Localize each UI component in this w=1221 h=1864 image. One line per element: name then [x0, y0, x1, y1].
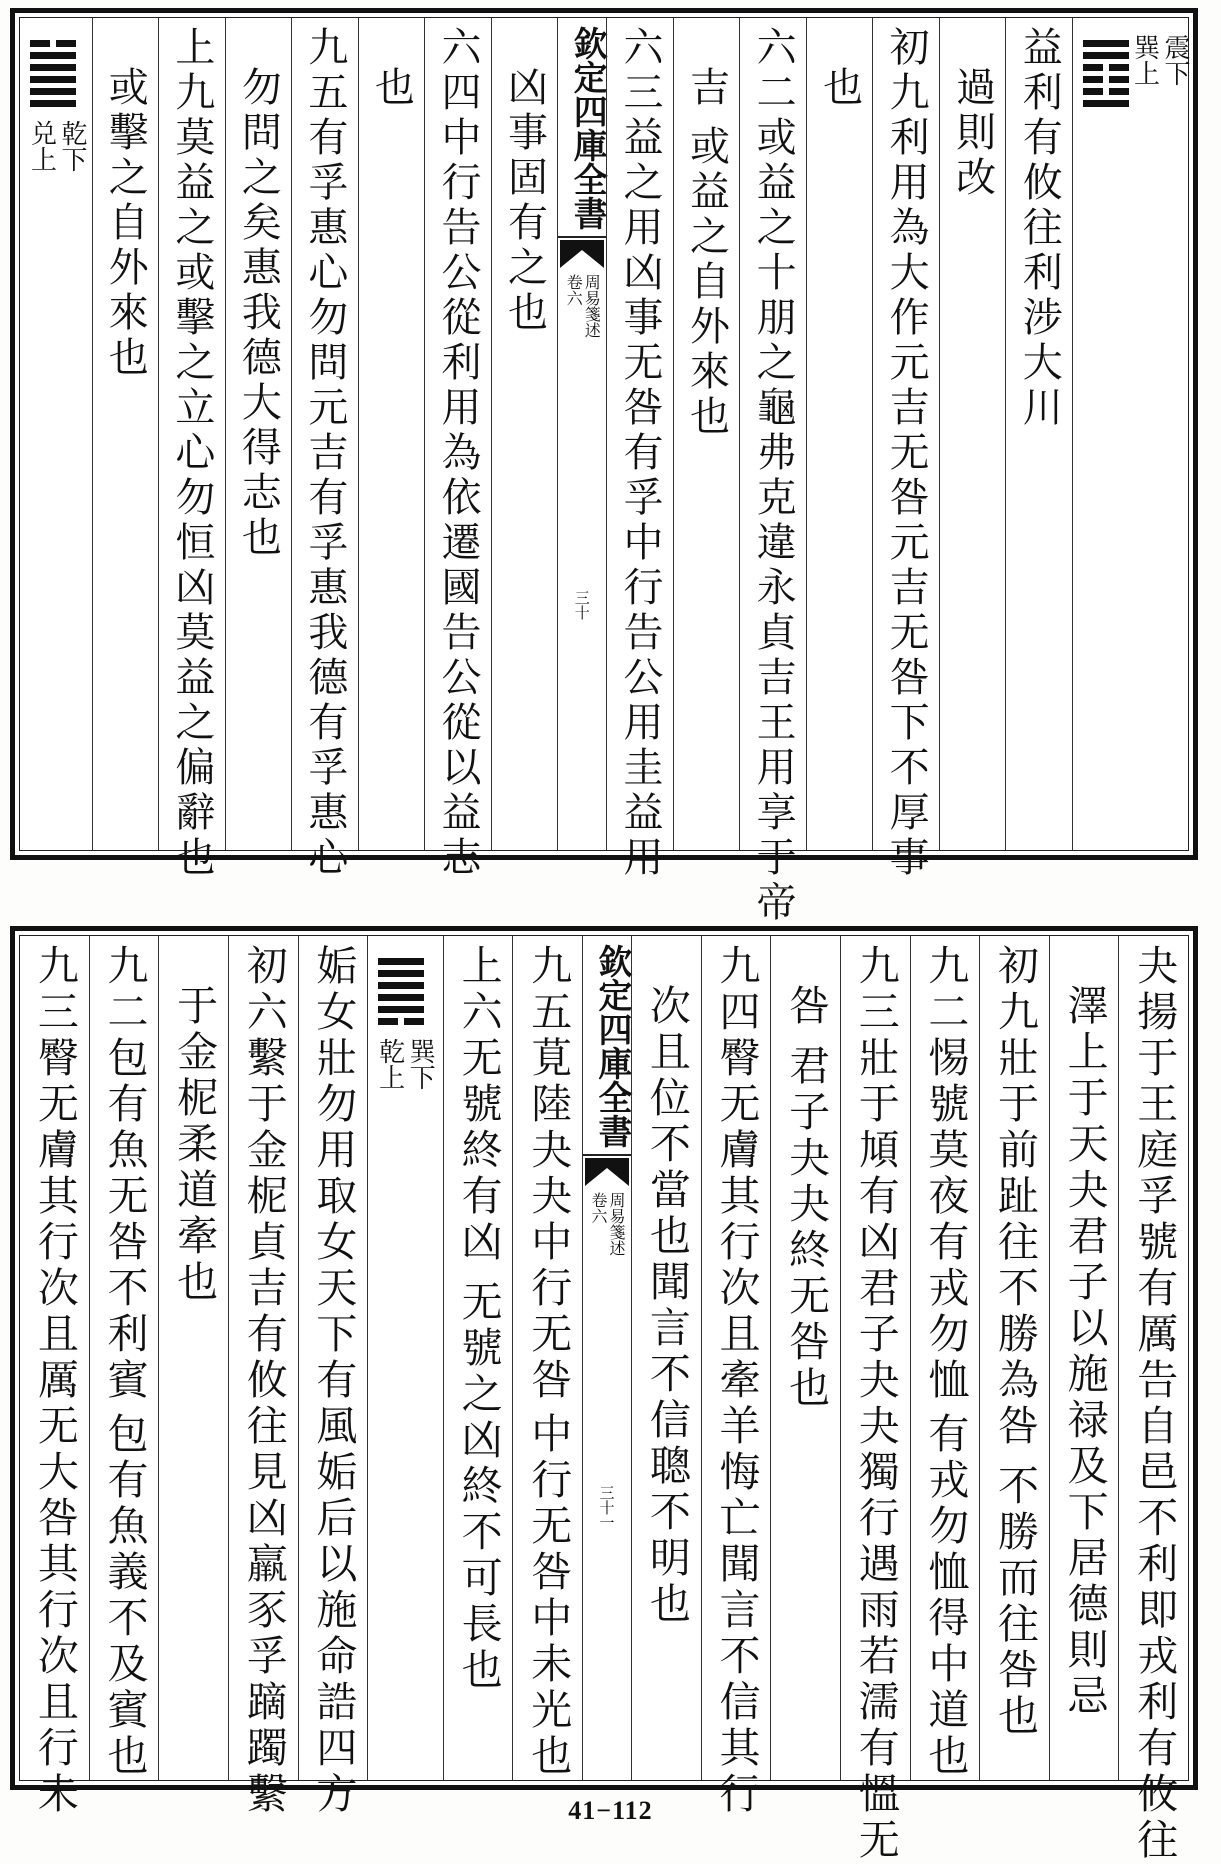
bottom-center-margin — [582, 936, 631, 1780]
text-column: 上九莫益之或擊之立心勿恒凶 — [168, 26, 215, 611]
text-column: 天下有風姤后以施命誥四方 — [309, 1266, 358, 1818]
text-column: 有孚惠心 — [301, 701, 348, 881]
text-column: 九三壯于頄有凶君子夬夬獨行遇雨若濡有慍无 — [851, 944, 900, 1864]
text-column: 九三臀无膚其行次且厲无大咎 — [30, 944, 79, 1542]
page-number: 三十 — [572, 590, 591, 620]
top-col-2 — [939, 18, 1006, 850]
top-col-6 — [673, 18, 740, 850]
text-column: 六二或益之十朋之龜弗克違永貞吉王用享于帝 — [750, 26, 797, 926]
text-column: 九二惕號莫夜有戎勿恤 — [921, 944, 970, 1404]
bottom-col-16 — [20, 936, 89, 1818]
text-column: 其行次且行未 — [30, 1542, 79, 1818]
top-col-1 — [1072, 18, 1188, 850]
text-column: 勿問之矣惠我德大得志也 — [235, 66, 282, 561]
book-title: 欽定四庫全書 — [583, 944, 631, 1156]
bottom-col-13 — [228, 936, 298, 1818]
text-column: 六三益之用凶事无咎有孚中行告公用圭 — [617, 26, 664, 791]
top-center-margin — [557, 18, 606, 850]
top-col-4 — [806, 18, 873, 850]
text-column: 其行 — [712, 1726, 761, 1818]
book-subtitle: 周易箋述 卷六 — [564, 274, 602, 338]
bottom-col-6 — [770, 936, 840, 1780]
top-col-11 — [291, 18, 358, 881]
bottom-col-5 — [840, 936, 910, 1864]
bottom-col-2 — [1049, 936, 1119, 1780]
text-column: 過則改 — [949, 66, 996, 201]
text-column: 初九利用為大作元吉无咎 — [883, 26, 930, 521]
text-column: 姤女壯勿用取女 — [309, 944, 358, 1266]
text-column: 夬揚于王庭孚號有厲告自邑不利即戎利有攸往 — [1130, 944, 1179, 1864]
text-column: 澤上于天夬君子以施禄及下居德則忌 — [1060, 984, 1109, 1720]
top-page-frame — [19, 17, 1190, 926]
fishtail-icon — [585, 1158, 629, 1186]
text-column: 九四臀无膚其行次且牽羊悔亡聞言不信 — [712, 944, 761, 1726]
text-column: 也 — [816, 66, 863, 111]
page-number: 三十一 — [597, 1485, 616, 1530]
text-column: 也 — [368, 66, 415, 111]
trigram-label: 巽下 乾上 — [374, 1038, 436, 1090]
hexagram-guai-icon — [30, 40, 76, 112]
bottom-col-1 — [1118, 936, 1188, 1864]
text-column: 次且位不當也聞言不信聰不明也 — [642, 984, 691, 1628]
bottom-col-14 — [158, 936, 228, 1780]
book-subtitle: 周易箋述 卷六 — [589, 1192, 626, 1256]
text-column: 咎 — [782, 984, 831, 1030]
top-col-10 — [358, 18, 425, 850]
text-column: 益利有攸往利涉大川 — [1016, 26, 1063, 431]
text-column: 或益之自外來也 — [683, 125, 730, 441]
trigram-label: 乾下 兑上 — [26, 120, 88, 172]
text-column: 吉 — [683, 66, 730, 111]
trigram-label: 震下 巽上 — [1129, 34, 1190, 86]
text-column: 莫益之偏辭也 — [168, 611, 215, 881]
text-column: 于金柅柔道牽也 — [170, 984, 219, 1306]
text-column: 九五有孚惠心勿問元吉有孚惠我德 — [301, 26, 348, 701]
top-col-12 — [225, 18, 292, 850]
bottom-col-7 — [701, 936, 771, 1818]
top-col-7 — [606, 18, 673, 881]
bottom-col-10 — [443, 936, 513, 1780]
text-column: 繫 — [239, 1772, 288, 1818]
top-col-9 — [424, 18, 491, 881]
bottom-col-9 — [512, 936, 582, 1780]
text-column: 中行无咎中未光也 — [524, 1412, 573, 1780]
text-column: 包有魚義不及賓也 — [100, 1412, 149, 1780]
top-col-13 — [158, 18, 225, 881]
text-column: 初六繫于金柅貞吉有攸往見凶羸豕孚蹢躅 — [239, 944, 288, 1772]
bottom-col-11 — [367, 936, 443, 1780]
text-column: 九五莧陸夬夬中行无咎 — [524, 944, 573, 1404]
text-column: 上六无號終有凶 — [454, 944, 503, 1266]
text-column: 有戎勿恤得中道也 — [921, 1412, 970, 1780]
text-column: 君子夬夬終无咎也 — [782, 1044, 831, 1413]
bottom-col-4 — [910, 936, 980, 1780]
top-col-15 — [20, 18, 92, 850]
top-col-8 — [491, 18, 558, 850]
text-column: 元吉无咎下不厚事 — [883, 521, 930, 881]
text-column: 九二包有魚无咎不利賓 — [100, 944, 149, 1404]
top-col-14 — [92, 18, 159, 850]
hexagram-gou-icon — [378, 958, 424, 1030]
book-title: 欽定四庫全書 — [558, 26, 606, 238]
footer-page-code: 41−112 — [568, 1796, 653, 1825]
text-column: 无號之凶終不可長也 — [454, 1280, 503, 1695]
text-column: 初九壯于前趾往不勝為咎 — [990, 944, 1039, 1450]
bottom-col-3 — [979, 936, 1049, 1780]
fishtail-icon — [560, 240, 604, 268]
top-col-3 — [872, 18, 939, 881]
text-column: 凶事固有之也 — [501, 66, 548, 336]
bottom-col-12 — [298, 936, 368, 1818]
top-col-5 — [739, 18, 806, 926]
top-page — [10, 8, 1198, 926]
text-column: 六四中行告公從利用為依遷國 — [434, 26, 481, 611]
text-column: 益用 — [617, 791, 664, 881]
text-column: 不勝而往咎也 — [990, 1464, 1039, 1741]
text-column: 告公從以益志 — [434, 611, 481, 881]
bottom-col-8 — [631, 936, 701, 1780]
hexagram-yi-icon — [1083, 40, 1129, 112]
top-col-1-text — [1005, 18, 1072, 850]
bottom-col-15 — [89, 936, 159, 1780]
text-column: 或擊之自外來也 — [102, 66, 149, 381]
